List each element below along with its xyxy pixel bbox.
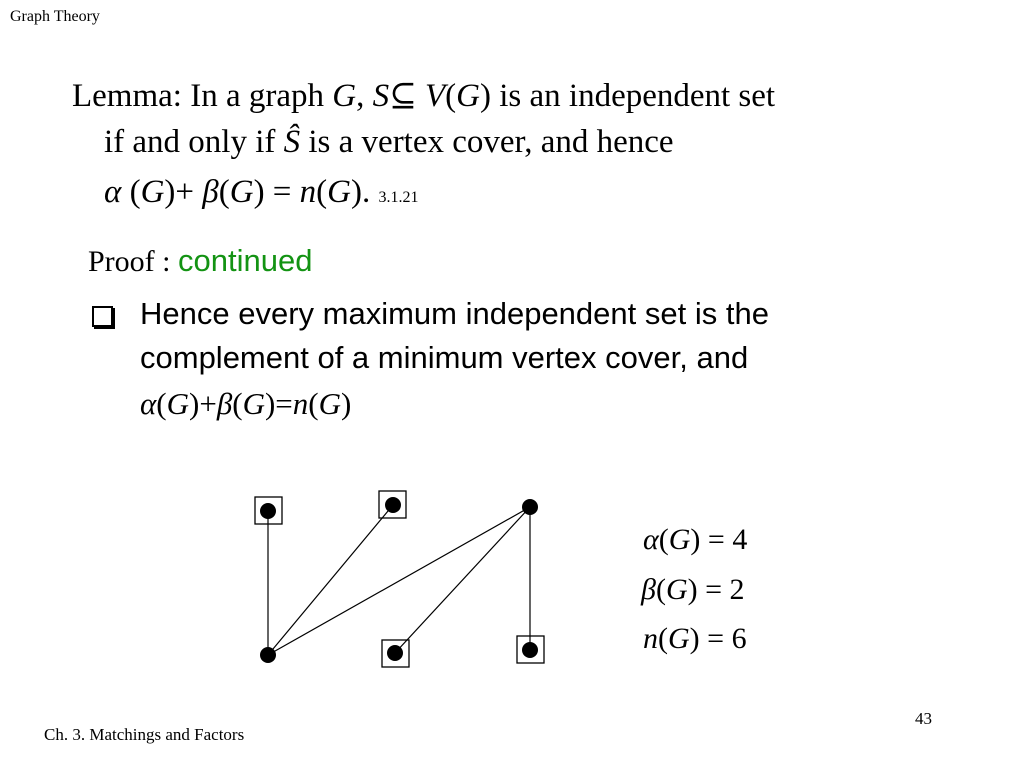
graph-vertex xyxy=(522,499,538,515)
separator: , xyxy=(356,78,373,114)
graph-symbol: G xyxy=(668,622,690,655)
eq-text: ( xyxy=(218,174,230,210)
graph-edge xyxy=(395,507,530,653)
eq-text: ( xyxy=(658,622,668,655)
vertex-cover-number xyxy=(641,573,745,607)
graph-symbol: G xyxy=(332,78,357,114)
graph-symbol: G xyxy=(668,523,691,556)
lemma-text: is an independent set xyxy=(491,78,776,114)
graph-symbol: G xyxy=(665,573,688,606)
lemma-text: is a vertex cover, and hence xyxy=(300,124,674,160)
graph-vertex xyxy=(387,645,403,661)
paren: ( xyxy=(445,78,457,114)
bullet-line-1: Hence every maximum independent set is the xyxy=(140,296,769,331)
set-symbol: S xyxy=(372,78,390,114)
eq-text: ). xyxy=(351,174,371,210)
bullet-line-2: complement of a minimum vertex cover, and xyxy=(140,340,749,375)
proof-label: Proof : xyxy=(88,245,178,278)
proof-status: continued xyxy=(178,243,313,278)
eq-text: ) xyxy=(341,386,352,421)
vertex-count xyxy=(643,622,747,656)
graph-symbol: G xyxy=(166,386,189,421)
eq-text: ( xyxy=(658,523,669,556)
graph-symbol: G xyxy=(140,174,165,210)
graph-symbol: G xyxy=(229,174,254,210)
graph-symbol: G xyxy=(327,174,352,210)
eq-text: )= xyxy=(264,386,293,421)
eq-text: ( xyxy=(232,386,243,421)
eq-text: ) = 4 xyxy=(690,523,748,556)
chapter-footer: Ch. 3. Matchings and Factors xyxy=(44,725,245,744)
n-symbol: n xyxy=(643,622,658,655)
eq-text: )+ xyxy=(189,386,217,421)
n-symbol: n xyxy=(299,174,317,210)
eq-text: ( xyxy=(308,386,319,421)
beta-symbol: β xyxy=(216,386,233,421)
eq-text: ) = xyxy=(253,174,300,210)
alpha-symbol: α xyxy=(140,386,157,421)
lemma-reference: 3.1.21 xyxy=(378,189,419,206)
beta-symbol: β xyxy=(202,174,219,210)
beta-symbol: β xyxy=(641,573,656,606)
alpha-symbol: α xyxy=(104,174,122,210)
graph-vertex xyxy=(522,642,538,658)
eq-text: ( xyxy=(156,386,167,421)
graph-symbol: G xyxy=(456,78,480,114)
eq-text: ( xyxy=(316,174,328,210)
complement-set-symbol: Ŝ xyxy=(283,124,301,160)
eq-text: )+ xyxy=(164,174,203,210)
graph-edge xyxy=(268,507,530,655)
eq-text: ( xyxy=(121,174,141,210)
alpha-symbol: α xyxy=(643,523,659,556)
independence-number xyxy=(643,523,747,557)
slide-header: Graph Theory xyxy=(10,8,100,25)
graph-symbol: G xyxy=(318,386,342,421)
lemma-prefix: Lemma: In a graph xyxy=(72,78,333,114)
graph-vertex xyxy=(260,503,276,519)
graph-vertex xyxy=(385,497,401,513)
subset-symbol: ⊆ xyxy=(389,78,417,114)
lemma-text: if and only if xyxy=(104,124,284,160)
page-number: 43 xyxy=(915,709,932,728)
n-symbol: n xyxy=(292,386,309,421)
graph-edge xyxy=(268,505,393,655)
graph-symbol: G xyxy=(242,386,265,421)
eq-text: ( xyxy=(655,573,666,606)
eq-text: ) = 6 xyxy=(689,622,747,655)
graph-vertex xyxy=(260,647,276,663)
eq-text: ) = 2 xyxy=(687,573,745,606)
vertex-set-symbol: V xyxy=(416,78,446,114)
paren: ) xyxy=(480,78,491,114)
